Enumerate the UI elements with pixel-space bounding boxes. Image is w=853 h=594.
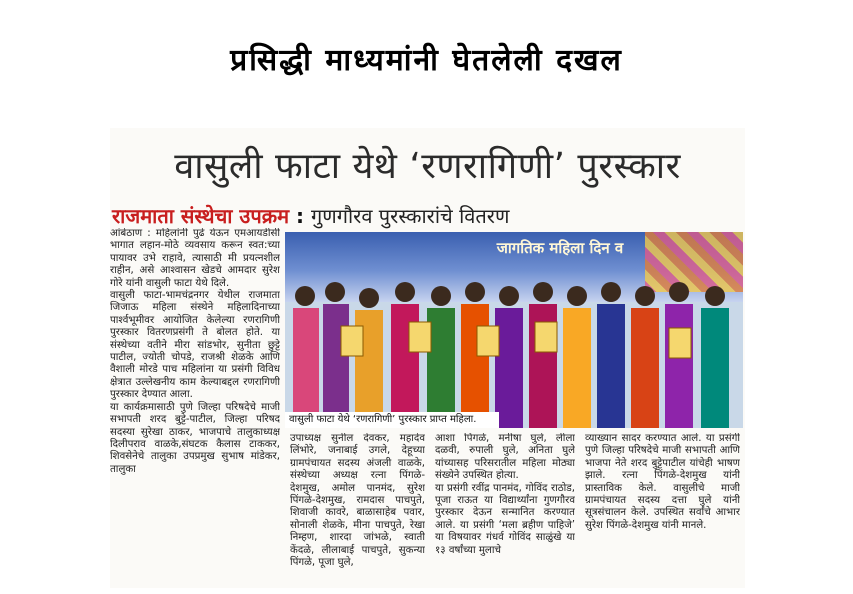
awardee-group-illustration: [285, 262, 743, 428]
banner-text: जागतिक महिला दिन व: [496, 239, 624, 257]
subhead-organization: राजमाता संस्थेचा उपक्रम: [112, 204, 290, 228]
event-photo: [285, 232, 743, 428]
article-subhead: [112, 202, 745, 229]
newspaper-clipping: [110, 128, 745, 588]
article-column-2: उपाध्यक्ष सुनील देवकर, महादेव लिंभोरे, जनाबाई उगले, देहूच्या ग्रामपंचायत सदस्य अंजली वाळके, संस्थेच्या अध्यक्ष रत्ना पिंगळे-देशमुख, अमोल पानमंद, सुरेश पिंगळे-देशमुख, रामदास पाचपुते, शिवाजी कावरे, बाळासाहेब पवार, सोनाली शेळके, मीना पाचपुते, रेखा निम्हण, शारदा जांभळे, स्वाती केंदळे, लीलाबाई पाचपुते, सुकन्या पिंगळे, पूजा घुले,: [290, 433, 425, 569]
subhead-topic: गुणगौरव पुरस्कारांचे वितरण: [310, 204, 510, 228]
photo-caption: वासुली फाटा येथे ‘रणरागिणी’ पुरस्कार प्राप्त महिला.: [285, 412, 499, 428]
subhead-separator: :: [289, 204, 311, 228]
article-headline: वासुली फाटा येथे ‘रणरागिणी’ पुरस्कार: [174, 146, 681, 187]
page-title: प्रसिद्धी माध्यमांनी घेतलेली दखल: [230, 43, 623, 78]
article-column-1: आंबेठाण : महिलांनी पुढे येऊन एमआयडीसी भागात लहान-मोठे व्यवसाय करून स्वत:च्या पायावर उभे राहावे, त्यासाठी मी प्रयत्नशील राहीन, असे आश्वासन खेडचे आमदार सुरेश गोरे यांनी वासुली फाटा येथे दिले. वासुली फाटा-भामचंद्रनगर येथील राजमाता जिजाऊ महिला संस्थेने महिलादिनाच्या पार्श्वभूमीवर आयोजित केलेल्या रणरागिणी पुरस्कार वितरणप्रसंगी ते बोलत होते. या संस्थेच्या वतीने मीरा सांडभोर, सुनीता छुट्टे पाटील, ज्योती चोपडे, राजश्री शेळके आणि वैशाली मोरडे पाच महिलांना या प्रसंगी विविध क्षेत्रात उल्लेखनीय काम केल्याबद्दल रणरागिणी पुरस्कार देण्यात आला. या कार्यक्रमासाठी पुणे जिल्हा परिषदेचे माजी सभापती शरद बुट्टे-पाटील, जिल्हा परिषद सदस्या सुरेखा ठाकर, भाजपाचे तालुकाध्यक्ष दिलीपराव वाळके,संघटक कैलास टाककर, शिवसेनेचे तालुका उपप्रमुख सुभाष मांडेकर, तालुका: [110, 228, 280, 475]
article-column-3: आशा पिंगळे, मनीषा घुले, लीला दळवी, रुपाली घुले, अनिता घुले यांच्यासह परिसरातील महिला मोठ्या संख्येने उपस्थित होत्या. या प्रसंगी रवींद्र पानमंद, गोविंद राठोड, पूजा राऊत या विद्यार्थ्यांना गुणगौरव पुरस्कार देऊन सन्मानित करण्यात आले. या प्रसंगी ‘मला ब्रहीण पाहिजे’ या विषयावर गंधर्व गोविंद साळुंखे या १३ वर्षांच्या मुलाचे: [435, 433, 575, 556]
article-column-4: व्याख्यान सादर करण्यात आले. या प्रसंगी पुणे जिल्हा परिषदेचे माजी सभापती आणि भाजपा नेते शरद बुट्टेपाटील यांचेही भाषण झाले. रत्ना पिंगळे-देशमुख यांनी प्रास्ताविक केले. वासुलीचे माजी ग्रामपंचायत सदस्य दत्ता घुले यांनी सूत्रसंचालन केले. उपस्थित सर्वांचे आभार सुरेश पिंगळे-देशमुख यांनी मानले.: [585, 433, 740, 531]
